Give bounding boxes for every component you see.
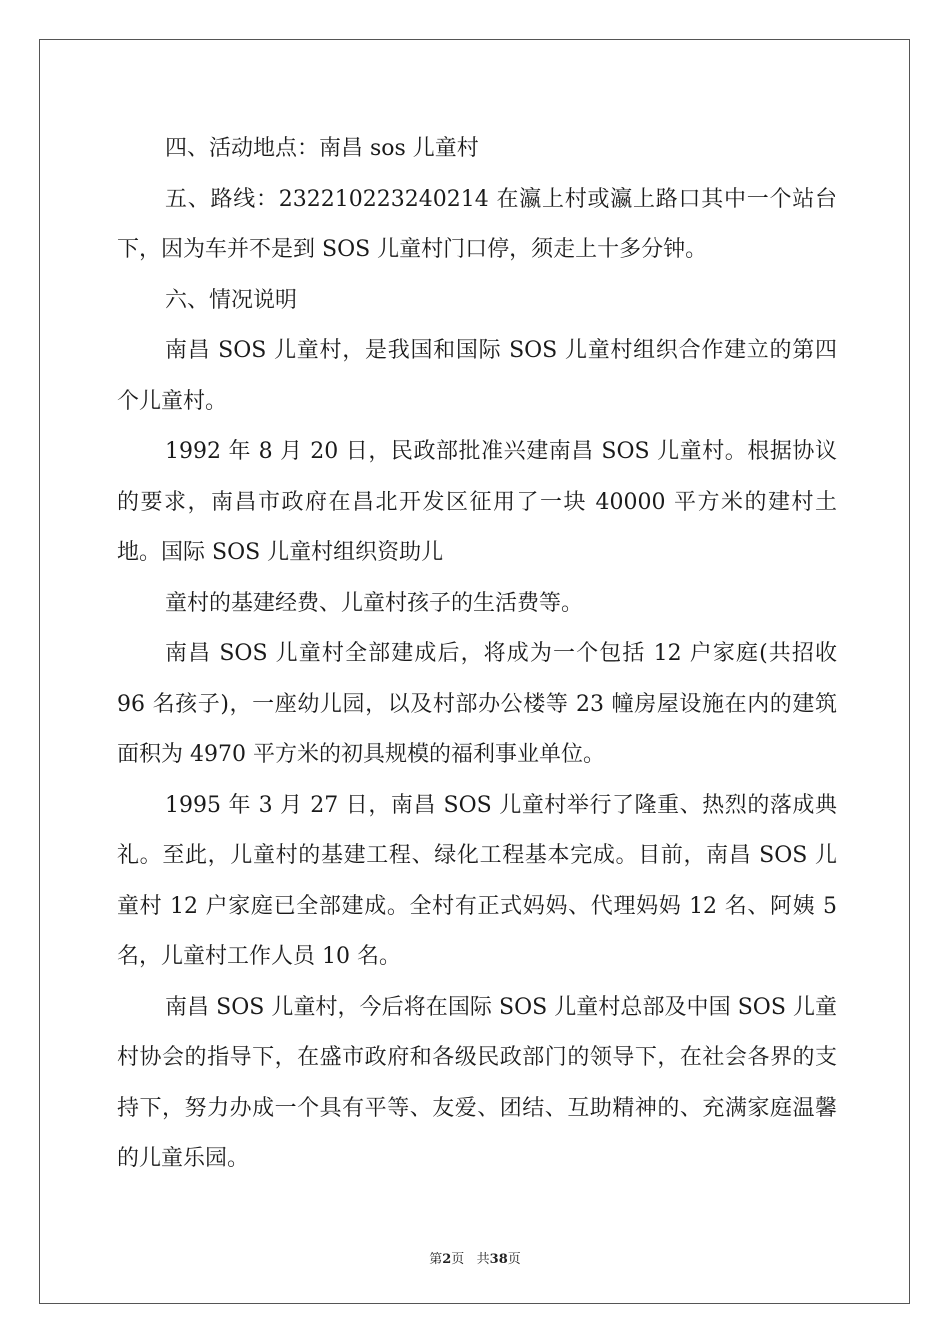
paragraph-route: 五、路线：232210223240214 在瀛上村或瀛上路口其中一个站台下，因为车并不是到 SOS 儿童村门口停，须走上十多分钟。 bbox=[117, 186, 837, 262]
paragraph-funding: 童村的基建经费、儿童村孩子的生活费等。 bbox=[165, 590, 584, 616]
footer-page-number: 2 bbox=[442, 1252, 452, 1267]
paragraph-future: 南昌 SOS 儿童村，今后将在国际 SOS 儿童村总部及中国 SOS 儿童村协会的指导下，在盛市政府和各级民政部门的领导下，在社会各界的支持下，努力办成一个具有平等、友爱、团结、互助精神的、充满家庭温馨的儿童乐园。 bbox=[117, 994, 837, 1171]
page-footer bbox=[0, 1248, 950, 1267]
footer-suffix: 页 bbox=[507, 1252, 521, 1267]
footer-mid: 页 共 bbox=[451, 1252, 490, 1267]
paragraph-heading-situation: 六、情况说明 bbox=[165, 287, 298, 313]
footer-prefix: 第 bbox=[429, 1252, 443, 1267]
document-body bbox=[117, 124, 837, 1185]
paragraph-1992: 1992 年 8 月 20 日，民政部批准兴建南昌 SOS 儿童村。根据协议的要求，南昌市政府在昌北开发区征用了一块 40000 平方米的建村土地。国际 SOS 儿童村组织资助儿 bbox=[117, 439, 837, 565]
paragraph-location: 四、活动地点：南昌 sos 儿童村 bbox=[165, 136, 479, 161]
footer-total-pages: 38 bbox=[489, 1252, 508, 1267]
paragraph-intro: 南昌 SOS 儿童村，是我国和国际 SOS 儿童村组织合作建立的第四个儿童村。 bbox=[117, 338, 837, 414]
paragraph-completion: 南昌 SOS 儿童村全部建成后，将成为一个包括 12 户家庭(共招收 96 名孩子)，一座幼儿园，以及村部办公楼等 23 幢房屋设施在内的建筑面积为 4970 平方米的初具规模的福利事业单位。 bbox=[117, 641, 837, 767]
paragraph-1995: 1995 年 3 月 27 日，南昌 SOS 儿童村举行了隆重、热烈的落成典礼。至此，儿童村的基建工程、绿化工程基本完成。目前，南昌 SOS 儿童村 12 户家庭已全部建成。全村有正式妈妈、代理妈妈 12 名、阿姨 5 名，儿童村工作人员 10 名。 bbox=[117, 792, 837, 969]
